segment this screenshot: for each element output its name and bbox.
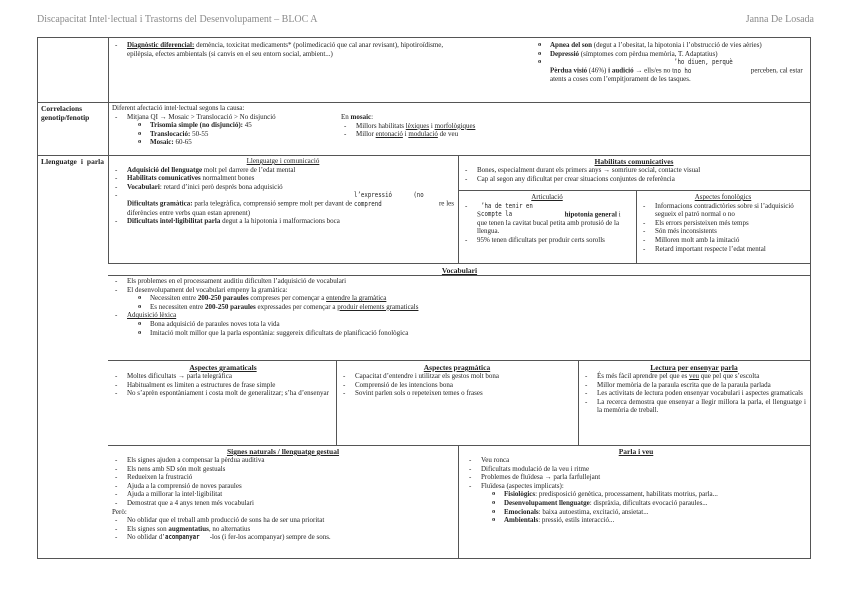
list-item: - Moltes dificultats → parla telegràfica <box>112 372 334 381</box>
list-item: o Es necessiten entre 200-250 paraules expressades per començar a produir elements gramaticals <box>112 303 806 312</box>
list-item: o Pèrdua visió (46%) i audició → ells/es no t’ho diuen, perquè no ho perceben, cal estar atents a coses com l’empitjorament de les tasques. <box>534 58 806 84</box>
section-title: Articulació <box>531 193 563 201</box>
list-item: o Ambientals: pressió, estils interacció... <box>466 516 806 525</box>
list-item: - Millor memòria de la paraula escrita que de la paraula parlada <box>582 381 806 390</box>
list-item: o Desenvolupament llenguatge: dispràxia, dificultats evocació paraules... <box>466 499 806 508</box>
lectura-ensenyar-parla <box>582 363 806 415</box>
list-item: o Apnea del son (degut a l’obesitat, la hipotonia i l’obstrucció de vies aèries) <box>534 41 806 50</box>
list-item: - Habilitats comunicatives normalment bones <box>112 174 454 183</box>
list-item: o Bona adquisició de paraules noves tota la vida <box>112 320 806 329</box>
diagnostic-text: demència, toxicitat medicaments* (polimedicació que cal anar revisant), hipotiroïdisme, epilèpsia, efectes ambientals (si canvis en el seu entorn social, ambient...) <box>127 41 444 58</box>
section-title: Aspectes gramaticals <box>189 363 257 372</box>
section-title: Aspectes fonològics <box>694 193 752 201</box>
list-item: - S’ha de tenir en compte la hipotonia general i que tenen la cavitat bucal petita amb protusió de la llengua. <box>462 202 632 236</box>
section-title: Signes naturals / llenguatge gestual <box>226 447 340 456</box>
list-item: - Veu ronca <box>466 456 806 465</box>
aspectes-fonologics <box>640 193 806 253</box>
list-item: - No s’aprèn espontàniament i costa molt de generalitzar; s’ha d’ensenyar <box>112 389 334 398</box>
list-item: - La recerca demostra que ensenyar a llegir millora la parla, el llenguatge i la memòria de treball. <box>582 398 806 415</box>
list-item: o Mosaic: 60-65 <box>112 138 452 147</box>
list-item: - Els signes son augmentatius, no alternatius <box>112 525 454 534</box>
list-item: - Ajuda a millorar la intel·ligibilitat <box>112 490 454 499</box>
list-item: o Imitació molt millor que la parla espontània: suggereix dificultats de planificació fonològica <box>112 329 806 338</box>
list-item: - Redueixen la frustració <box>112 473 454 482</box>
section-title: Lectura per ensenyar parla <box>650 363 738 372</box>
list-item: - Els nens amb SD són molt gestuals <box>112 465 454 474</box>
list-item: - Dificultats gramàtica: parla telegràfica, comprensió sempre molt per davant de l’expressió (no comprend re les diferències entre verbs quan estan aprenent) <box>112 191 454 217</box>
list-item: - Els errors persisteixen més temps <box>640 219 806 228</box>
list-item: - Demostrat que a 4 anys tenen més vocabulari <box>112 499 454 508</box>
list-item: o Fisiològics: predisposició genètica, processament, habilitats motrius, parla... <box>466 490 806 499</box>
llenguatge-comunicacio <box>112 157 454 226</box>
list-item: - Són més inconsistents <box>640 227 806 236</box>
list-item: o Depressió (símptomes com pèrdua memòria, T. Adaptatius) <box>534 50 806 59</box>
row1-left <box>112 41 452 58</box>
list-item: - Ajuda a la comprensió de noves paraules <box>112 482 454 491</box>
articulacio <box>462 193 632 245</box>
list-item: - Dificultats intel·ligibilitat parla degut a la hipotonia i malformacions boca <box>112 217 454 226</box>
pero-label: Però: <box>112 507 127 516</box>
row2-mitjana: - Mitjana QI → Mosaic > Translocació > No disjunció <box>112 113 452 122</box>
list-item: o Necessiten entre 200-250 paraules compreses per començar a entendre la gramàtica <box>112 294 806 303</box>
row2-mosaic: En mosaic: - Millors habilitats lèxiques i morfològiques - Millor entonació i modulació de veu <box>341 113 541 139</box>
row-label-correlacions: Correlacions genotip/fenotip <box>41 104 90 122</box>
list-item: - Les activitats de lectura poden ensenyar vocabulari i aspectes gramaticals <box>582 389 806 398</box>
section-title: Aspectes pragmàtica <box>423 363 491 372</box>
diagnostic-label: Diagnòstic diferencial: <box>127 41 195 49</box>
list-item: - Sovint parlen sols o repeteixen temes o frases <box>340 389 574 398</box>
list-item: - Cap al segon any dificultat per crear situacions conjuntes de referència <box>462 175 806 184</box>
list-item: - No oblidar d’acompanyar -los (i fer-los acompanyar) sempre de sons. <box>112 533 454 542</box>
list-item: - És més fàcil aprendre pel que es veu que pel que s’escolta <box>582 372 806 381</box>
list-item: - Informacions contradictòries sobre si l’adquisició segueix el patró normal o no <box>640 202 806 219</box>
list-item: - Habitualment es limiten a estructures de frase simple <box>112 381 334 390</box>
list-item: - Els problemes en el processament auditiu dificulten l’adquisició de vocabulari <box>112 277 806 286</box>
habilitats-comunicatives <box>462 157 806 183</box>
list-item: - Retard important respecte l’edat mental <box>640 245 806 254</box>
document-header-title: Discapacitat Intel·lectual i Trastorns del Desenvolupament – BLOC A <box>37 14 318 25</box>
list-item: - Adquisició del llenguatge molt pel darrere de l’edat mental <box>112 166 454 175</box>
aspectes-gramaticals <box>112 363 334 398</box>
list-item: - Adquisició lèxica <box>112 311 806 320</box>
signes-naturals <box>112 447 454 542</box>
list-item: - Bones, especialment durant els primers anys → somriure social, contacte visual <box>462 166 806 175</box>
parla-veu <box>466 447 806 525</box>
list-item: - Comprensió de les intencions bona <box>340 381 574 390</box>
list-item: o Translocació: 50-55 <box>112 130 452 139</box>
list-item: - Problemes de fluïdesa → parla farfullejant <box>466 473 806 482</box>
vocabulari-title: Vocabulari <box>441 266 478 275</box>
aspectes-pragmatica <box>340 363 574 398</box>
vocabulari-content <box>112 277 806 337</box>
list-item: - Capacitat d’entendre i utilitzar els gestos molt bona <box>340 372 574 381</box>
section-title: Habilitats comunicatives <box>594 157 674 166</box>
list-item: - El desenvolupament del vocabulari empeny la gramàtica: <box>112 286 806 295</box>
row2-intro: Diferent afectació intel·lectual segons la causa: <box>112 104 245 112</box>
list-item: - Fluïdesa (aspectes implicats): <box>466 482 806 491</box>
list-item: o Trisomia simple (no disjunció): 45 <box>112 121 452 130</box>
row1-right <box>534 41 806 84</box>
document-header-author: Janna De Losada <box>745 14 814 25</box>
section-title: Parla i veu <box>618 447 654 456</box>
list-item: o Emocionals: baixa autoestima, excitació, ansietat... <box>466 508 806 517</box>
list-item: - 95% tenen dificultats per produir certs sorolls <box>462 236 632 245</box>
list-item: - Dificultats modulació de la veu i ritme <box>466 465 806 474</box>
row-label-llenguatge: Llenguatge i parla <box>41 157 104 166</box>
section-title: Llenguatge i comunicació <box>246 157 320 165</box>
list-item: - No oblidar que el treball amb producció de sons ha de ser una prioritat <box>112 516 454 525</box>
list-item: - Els signes ajuden a compensar la pèrdua auditiva <box>112 456 454 465</box>
list-item: - Milloren molt amb la imitació <box>640 236 806 245</box>
list-item: - Millors habilitats lèxiques i morfològiques <box>341 122 541 131</box>
list-item: - Vocabulari: retard d’inici però després bona adquisició <box>112 183 454 192</box>
list-item: - Millor entonació i modulació de veu <box>341 130 541 139</box>
